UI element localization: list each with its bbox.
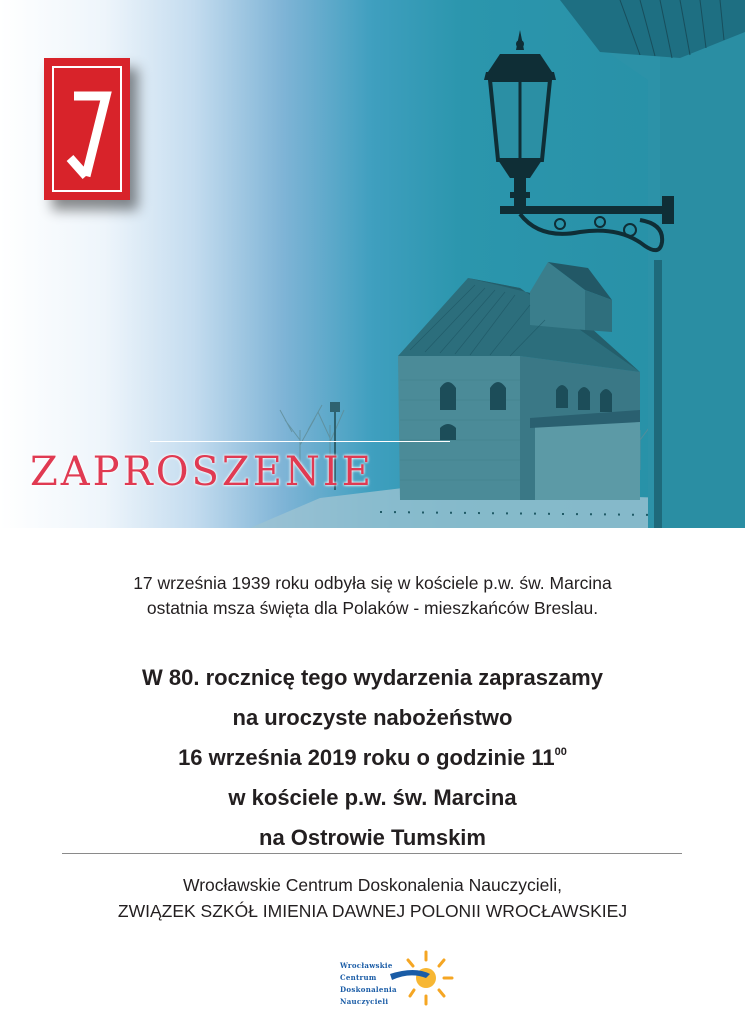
invitation-body: [0, 658, 745, 858]
invitation-title: ZAPROSZENIE: [30, 449, 374, 495]
logo-text-line: Centrum: [340, 973, 377, 982]
organizers: [0, 872, 745, 924]
organizer-line: Wrocławskie Centrum Doskonalenia Nauczycieli,: [183, 875, 562, 895]
wcdn-logo-text: [340, 960, 397, 1008]
body-line: na uroczyste nabożeństwo: [232, 705, 513, 730]
wcdn-logo: [330, 950, 470, 1012]
logo-text-line: Doskonalenia: [340, 985, 397, 994]
logo-text-line: Nauczycieli: [340, 997, 389, 1006]
body-line: w kościele p.w. św. Marcina: [228, 785, 517, 810]
organization-logo: [44, 58, 130, 200]
event-date-time: 16 września 2019 roku o godzinie 11: [178, 745, 555, 770]
intro-line: ostatnia msza święta dla Polaków - mieszkańców Breslau.: [146, 598, 599, 618]
title-rule: [150, 441, 450, 442]
intro-paragraph: [0, 571, 745, 621]
stylized-letter-icon: [44, 58, 130, 200]
intro-line: 17 września 1939 roku odbyła się w kościele p.w. św. Marcina: [133, 573, 612, 593]
body-line-time: [0, 738, 745, 778]
logo-text-line: Wrocławskie: [340, 961, 393, 970]
body-line: W 80. rocznicę tego wydarzenia zapraszamy: [142, 665, 603, 690]
divider: [62, 853, 682, 854]
body-line: na Ostrowie Tumskim: [259, 825, 486, 850]
organizer-line: ZWIĄZEK SZKÓŁ IMIENIA DAWNEJ POLONII WROCŁAWSKIEJ: [117, 901, 628, 921]
time-minutes: 00: [554, 745, 567, 758]
